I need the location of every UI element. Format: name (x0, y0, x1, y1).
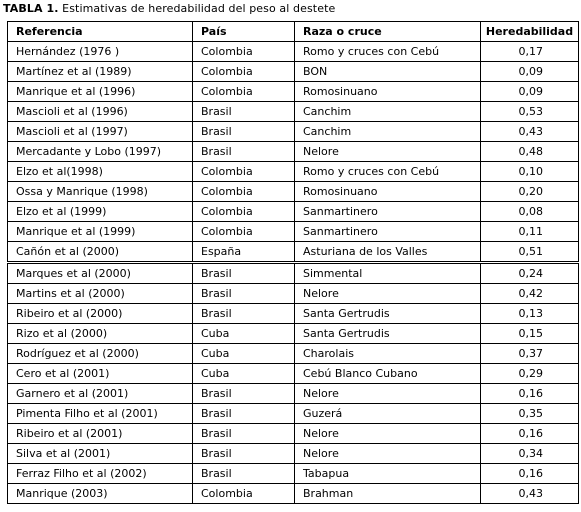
table-row (8, 62, 579, 82)
table-row (8, 304, 579, 324)
cell-heredabilidad: 0,10 (481, 162, 579, 182)
cell-referencia: Marques et al (2000) (8, 263, 193, 284)
cell-heredabilidad: 0,16 (481, 464, 579, 484)
header-pais: País (193, 22, 295, 42)
cell-pais: Colombia (193, 202, 295, 222)
table-header-row (8, 22, 579, 42)
header-referencia: Referencia (8, 22, 193, 42)
table-row (8, 424, 579, 444)
cell-referencia: Ferraz Filho et al (2002) (8, 464, 193, 484)
cell-heredabilidad: 0,20 (481, 182, 579, 202)
cell-referencia: Ribeiro et al (2000) (8, 304, 193, 324)
cell-pais: Brasil (193, 444, 295, 464)
table-row (8, 242, 579, 263)
cell-heredabilidad: 0,13 (481, 304, 579, 324)
cell-raza: Nelore (295, 142, 481, 162)
cell-pais: Brasil (193, 404, 295, 424)
cell-pais: Brasil (193, 424, 295, 444)
table-row (8, 263, 579, 284)
cell-heredabilidad: 0,24 (481, 263, 579, 284)
header-heredabilidad: Heredabilidad (481, 22, 579, 42)
table-row (8, 384, 579, 404)
cell-pais: Brasil (193, 263, 295, 284)
table-row (8, 182, 579, 202)
cell-heredabilidad: 0,16 (481, 384, 579, 404)
cell-heredabilidad: 0,16 (481, 424, 579, 444)
cell-heredabilidad: 0,29 (481, 364, 579, 384)
cell-pais: Colombia (193, 62, 295, 82)
cell-heredabilidad: 0,35 (481, 404, 579, 424)
cell-raza: Santa Gertrudis (295, 304, 481, 324)
cell-pais: Brasil (193, 122, 295, 142)
cell-raza: Romosinuano (295, 182, 481, 202)
cell-pais: Brasil (193, 284, 295, 304)
cell-referencia: Ribeiro et al (2001) (8, 424, 193, 444)
cell-raza: Tabapua (295, 464, 481, 484)
table-row (8, 324, 579, 344)
cell-heredabilidad: 0,08 (481, 202, 579, 222)
cell-heredabilidad: 0,11 (481, 222, 579, 242)
cell-pais: España (193, 242, 295, 263)
table-row (8, 484, 579, 504)
table-row (8, 162, 579, 182)
table-row (8, 404, 579, 424)
table-caption (3, 2, 335, 15)
cell-heredabilidad: 0,15 (481, 324, 579, 344)
cell-pais: Brasil (193, 384, 295, 404)
cell-referencia: Elzo et al(1998) (8, 162, 193, 182)
cell-referencia: Cero et al (2001) (8, 364, 193, 384)
table-row (8, 202, 579, 222)
cell-raza: Sanmartinero (295, 222, 481, 242)
cell-raza: Simmental (295, 263, 481, 284)
cell-raza: Nelore (295, 444, 481, 464)
table-body (8, 42, 579, 504)
cell-raza: Asturiana de los Valles (295, 242, 481, 263)
table-row (8, 284, 579, 304)
cell-pais: Colombia (193, 484, 295, 504)
cell-pais: Brasil (193, 102, 295, 122)
cell-pais: Cuba (193, 344, 295, 364)
cell-raza: Canchim (295, 102, 481, 122)
table-row (8, 222, 579, 242)
cell-raza: Guzerá (295, 404, 481, 424)
cell-heredabilidad: 0,17 (481, 42, 579, 62)
table-row (8, 464, 579, 484)
cell-raza: Romo y cruces con Cebú (295, 162, 481, 182)
table-row (8, 142, 579, 162)
cell-raza: Cebú Blanco Cubano (295, 364, 481, 384)
table-row (8, 122, 579, 142)
cell-raza: Nelore (295, 424, 481, 444)
header-raza: Raza o cruce (295, 22, 481, 42)
cell-raza: Romo y cruces con Cebú (295, 42, 481, 62)
cell-pais: Brasil (193, 464, 295, 484)
cell-referencia: Cañón et al (2000) (8, 242, 193, 263)
cell-raza: Canchim (295, 122, 481, 142)
cell-pais: Colombia (193, 162, 295, 182)
cell-heredabilidad: 0,09 (481, 82, 579, 102)
cell-raza: Nelore (295, 384, 481, 404)
cell-referencia: Garnero et al (2001) (8, 384, 193, 404)
cell-raza: Sanmartinero (295, 202, 481, 222)
cell-pais: Cuba (193, 324, 295, 344)
cell-referencia: Elzo et al (1999) (8, 202, 193, 222)
cell-referencia: Manrique et al (1999) (8, 222, 193, 242)
cell-pais: Colombia (193, 42, 295, 62)
cell-pais: Brasil (193, 304, 295, 324)
cell-heredabilidad: 0,48 (481, 142, 579, 162)
cell-heredabilidad: 0,09 (481, 62, 579, 82)
cell-referencia: Martins et al (2000) (8, 284, 193, 304)
cell-heredabilidad: 0,43 (481, 122, 579, 142)
cell-pais: Colombia (193, 82, 295, 102)
table-row (8, 444, 579, 464)
cell-heredabilidad: 0,34 (481, 444, 579, 464)
table-row (8, 42, 579, 62)
cell-heredabilidad: 0,51 (481, 242, 579, 263)
cell-raza: Romosinuano (295, 82, 481, 102)
cell-referencia: Silva et al (2001) (8, 444, 193, 464)
cell-referencia: Hernández (1976 ) (8, 42, 193, 62)
cell-referencia: Manrique et al (1996) (8, 82, 193, 102)
cell-referencia: Mascioli et al (1996) (8, 102, 193, 122)
cell-referencia: Rodríguez et al (2000) (8, 344, 193, 364)
table-row (8, 102, 579, 122)
cell-raza: Brahman (295, 484, 481, 504)
cell-referencia: Manrique (2003) (8, 484, 193, 504)
cell-referencia: Mascioli et al (1997) (8, 122, 193, 142)
cell-pais: Colombia (193, 182, 295, 202)
cell-raza: Santa Gertrudis (295, 324, 481, 344)
caption-text: Estimativas de heredabilidad del peso al destete (62, 2, 336, 15)
cell-raza: Charolais (295, 344, 481, 364)
table-row (8, 82, 579, 102)
table-row (8, 364, 579, 384)
cell-pais: Cuba (193, 364, 295, 384)
cell-referencia: Ossa y Manrique (1998) (8, 182, 193, 202)
cell-referencia: Martínez et al (1989) (8, 62, 193, 82)
cell-heredabilidad: 0,43 (481, 484, 579, 504)
cell-heredabilidad: 0,42 (481, 284, 579, 304)
cell-referencia: Rizo et al (2000) (8, 324, 193, 344)
cell-heredabilidad: 0,37 (481, 344, 579, 364)
table-row (8, 344, 579, 364)
heritability-table (7, 21, 579, 504)
cell-pais: Colombia (193, 222, 295, 242)
caption-label: TABLA 1. (3, 2, 59, 15)
cell-referencia: Mercadante y Lobo (1997) (8, 142, 193, 162)
cell-referencia: Pimenta Filho et al (2001) (8, 404, 193, 424)
cell-raza: Nelore (295, 284, 481, 304)
cell-raza: BON (295, 62, 481, 82)
cell-pais: Brasil (193, 142, 295, 162)
cell-heredabilidad: 0,53 (481, 102, 579, 122)
